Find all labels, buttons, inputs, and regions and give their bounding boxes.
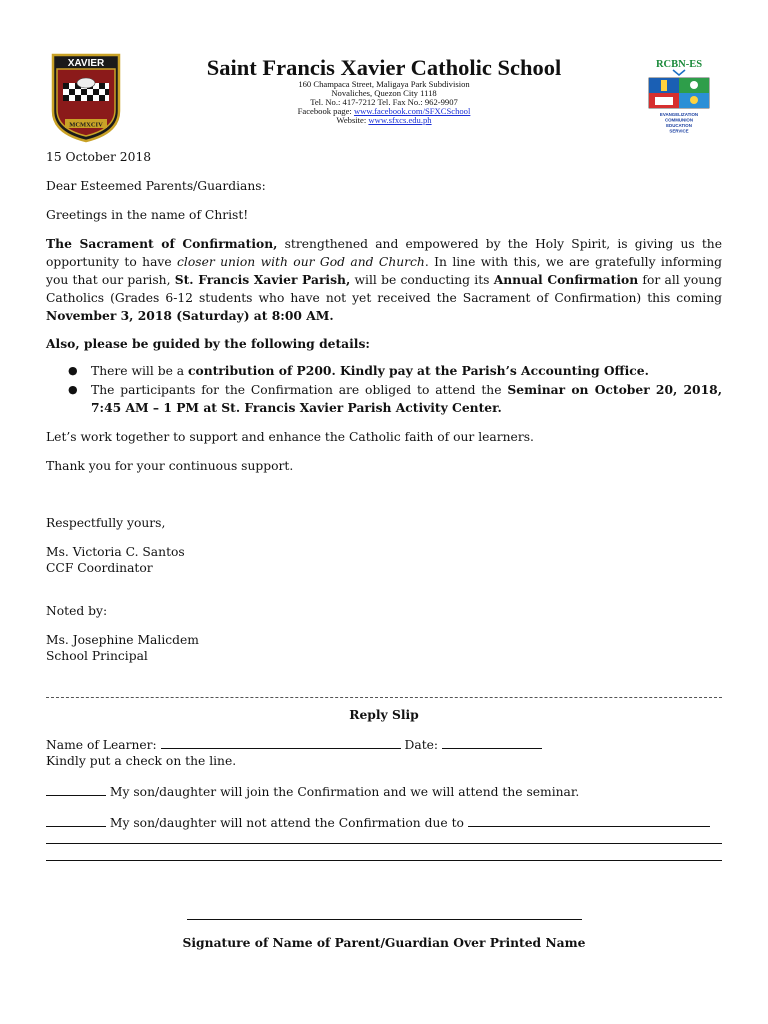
option-1-check-blank[interactable] <box>46 784 106 796</box>
p1-line2-post: . In line with this, we are gratefully informing <box>424 255 723 269</box>
paragraph-1-line-4: Catholics (Grades 6-12 students who have not yet received the Sacrament of Confirmation) this coming <box>46 291 722 305</box>
address-line-2: Novaliches, Quezon City 1118 <box>331 88 437 98</box>
bullet1-pre: There will be a <box>91 364 188 378</box>
left-logo-bottom-text: MCMXCIV <box>69 121 103 129</box>
option-2-text: My son/daughter will not attend the Confirmation due to <box>109 816 464 830</box>
signer2-title: School Principal <box>46 649 148 663</box>
school-name: Saint Francis Xavier Catholic School <box>206 55 562 80</box>
paragraph-1-line-1 <box>46 235 722 253</box>
bullet2-bold-1: Seminar on October 20, 2018, <box>507 382 723 397</box>
date-blank[interactable] <box>442 737 542 749</box>
seal-caption-3: EDUCATION <box>666 123 692 128</box>
facebook-label: Facebook page: <box>297 106 354 116</box>
bullet1-bold: contribution of P200. Kindly pay at the Parish’s Accounting Office. <box>188 363 649 378</box>
p1-bold-lead: The Sacrament of Confirmation, <box>46 236 278 251</box>
website-line <box>130 116 638 125</box>
p1-line2-pre: opportunity to have <box>46 255 178 269</box>
bullet-dot-icon: ● <box>68 364 78 377</box>
left-logo-top-text: XAVIER <box>67 58 105 69</box>
seal-caption-1: EVANGELIZATION <box>659 112 699 117</box>
date-label: Date: <box>404 738 442 752</box>
reason-blank[interactable] <box>468 815 710 827</box>
facebook-link[interactable]: www.facebook.com/SFXCSchool <box>353 106 471 116</box>
option-2-check-blank[interactable] <box>46 815 106 827</box>
closing: Respectfully yours, <box>46 516 166 530</box>
option-1-line <box>46 783 722 801</box>
cut-line-divider <box>46 697 722 698</box>
bullet2-pre: The participants for the Confirmation are obliged to attend the <box>91 383 508 397</box>
salutation: Dear Esteemed Parents/Guardians: <box>46 179 266 193</box>
bullet-1 <box>91 362 722 380</box>
signer1-name: Ms. Victoria C. Santos <box>46 545 185 559</box>
bullet-2-line-1 <box>91 381 722 399</box>
signature-caption: Signature of Name of Parent/Guardian Over Printed Name <box>182 935 586 950</box>
noted-by: Noted by: <box>46 604 108 618</box>
reason-blank-line-3[interactable] <box>46 860 722 861</box>
p1-line3-bold-confirmation: Annual Confirmation <box>493 272 639 287</box>
right-logo-top-text: RCBN-ES <box>655 59 703 70</box>
p1-line3-pre: you that our parish, <box>46 273 175 287</box>
paragraph-1-line-2 <box>46 253 722 271</box>
signer2-name: Ms. Josephine Malicdem <box>46 633 199 647</box>
learner-name-blank[interactable] <box>161 737 401 749</box>
p1-event-date: November 3, 2018 (Saturday) at 8:00 AM. <box>46 308 334 323</box>
website-label: Website: <box>336 115 369 125</box>
option-1-text: My son/daughter will join the Confirmation and we will attend the seminar. <box>109 785 580 799</box>
p1-line2-italic: closer union with our God and Church <box>177 255 425 269</box>
option-2-line <box>46 814 722 832</box>
p1-line1-rest: strengthened and empowered by the Holy Spirit, is giving us the <box>277 237 723 251</box>
paragraph-1-line-3 <box>46 271 722 289</box>
reason-blank-line-2[interactable] <box>46 843 722 844</box>
learner-label: Name of Learner: <box>46 738 161 752</box>
bullet-dot-icon: ● <box>68 383 78 396</box>
rcbn-es-seal-icon <box>639 56 719 140</box>
p1-line3-post: for all young <box>638 273 722 287</box>
seal-caption-2: COMMUNION <box>664 117 694 123</box>
phone-line: Tel. No.: 417-7212 Tel. Fax No.: 962-9907 <box>310 97 458 107</box>
check-instruction: Kindly put a check on the line. <box>46 754 237 768</box>
paragraph-1-line-5 <box>46 307 722 325</box>
seal-caption-4: SERVICE <box>669 128 689 134</box>
details-heading: Also, please be guided by the following details: <box>46 336 370 351</box>
letter-date: 15 October 2018 <box>46 150 152 164</box>
bullet2-bold-2: 7:45 AM – 1 PM at St. Francis Xavier Parish Activity Center. <box>91 400 502 415</box>
paragraph-2: Let’s work together to support and enhance the Catholic faith of our learners. <box>46 430 534 444</box>
school-crest-icon <box>51 53 121 143</box>
signature-line[interactable] <box>187 919 582 920</box>
greeting: Greetings in the name of Christ! <box>46 208 249 222</box>
website-link[interactable]: www.sfxcs.edu.ph <box>368 115 432 125</box>
signer1-title: CCF Coordinator <box>46 561 153 575</box>
paragraph-3: Thank you for your continuous support. <box>46 459 294 473</box>
bullet-2-line-2 <box>91 399 722 417</box>
p1-line3-mid: will be conducting its <box>350 273 494 287</box>
p1-line3-bold-parish: St. Francis Xavier Parish, <box>174 272 351 287</box>
reply-slip-title: Reply Slip <box>349 707 419 722</box>
address-line-1: 160 Champaca Street, Maligaya Park Subdivision <box>298 79 470 89</box>
